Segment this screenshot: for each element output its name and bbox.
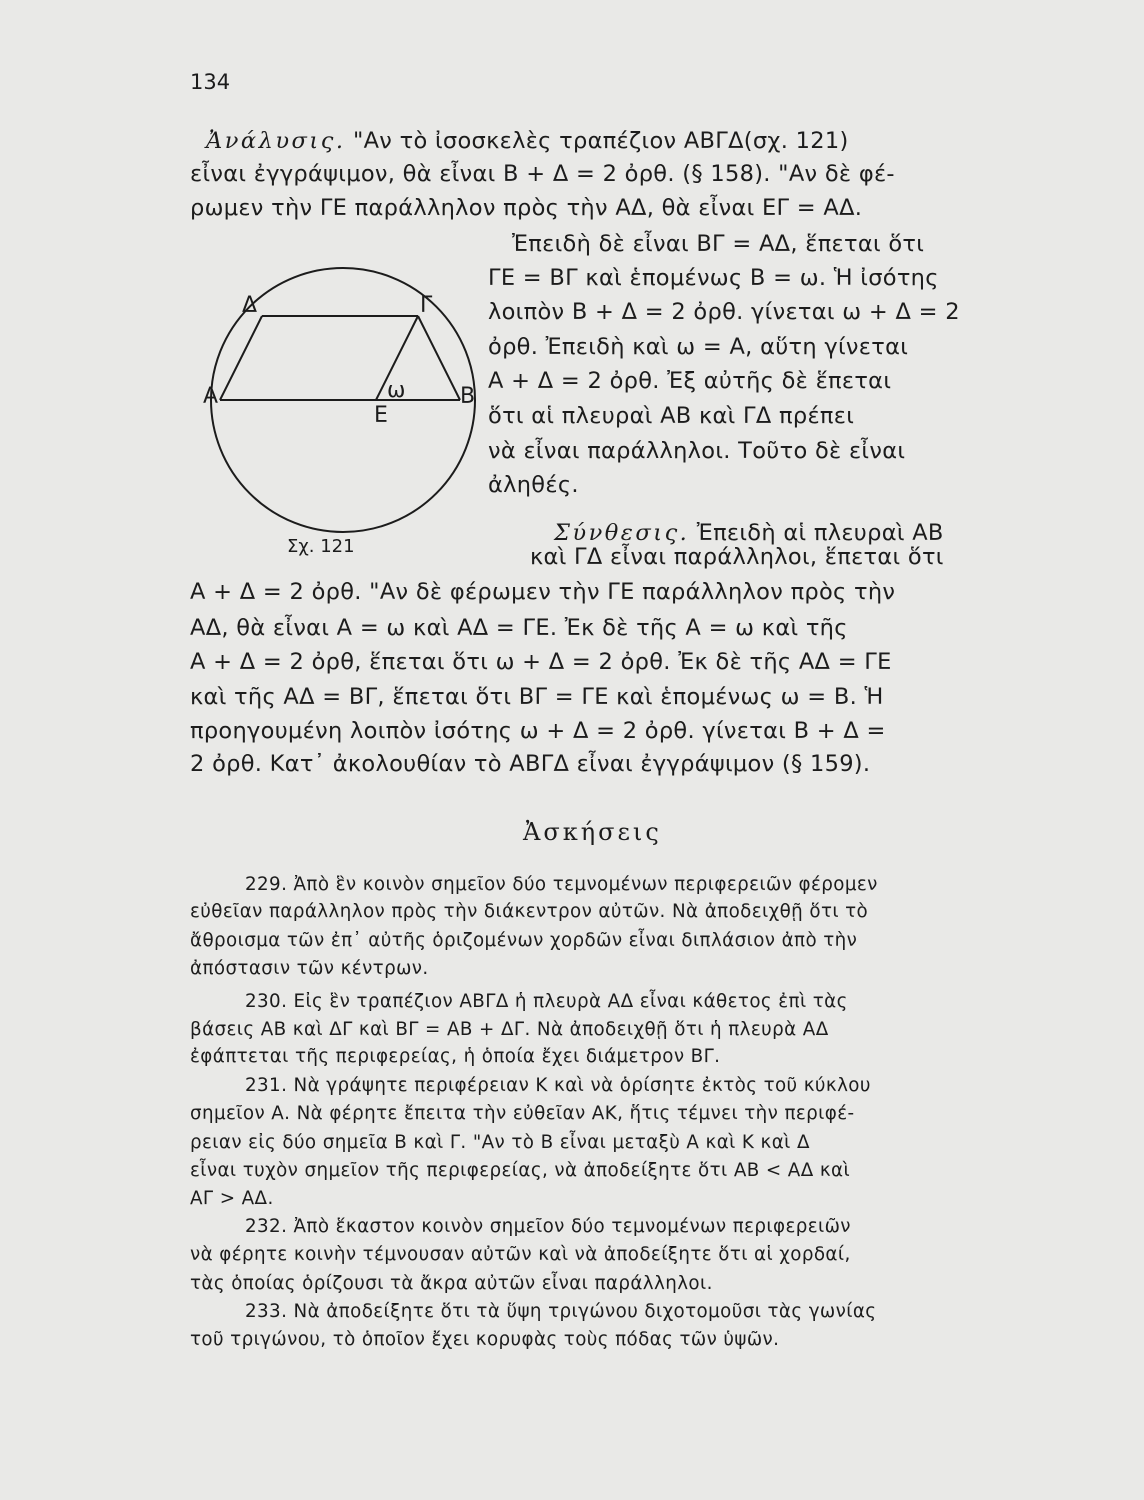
label-delta: Δ [242, 293, 258, 318]
figure-121 [180, 260, 480, 554]
exercise-line-16: 233. Νὰ ἀποδείξητε ὅτι τὰ ὕψη τριγώνου διχοτομοῦσι τὰς γωνίας [245, 1301, 877, 1322]
analysis-line-7: ὀρθ. Ἐπειδὴ καὶ ω = Α, αὕτη γίνεται [488, 334, 909, 360]
page-number: 134 [190, 70, 231, 94]
synthesis-label: Σύνθεσις. [554, 520, 690, 546]
analysis-line-6: λοιπὸν Β + Δ = 2 ὀρθ. γίνεται ω + Δ = 2 [488, 299, 960, 325]
exercise-line-17: τοῦ τριγώνου, τὸ ὁποῖον ἔχει κορυφὰς τοὺς πόδας τῶν ὑψῶν. [190, 1329, 780, 1350]
synthesis-line-8: 2 ὀρθ. Κατ᾽ ἀκολουθίαν τὸ ΑΒΓΔ εἶναι ἐγγράψιμον (§ 159). [190, 751, 871, 777]
synthesis-line-2: καὶ ΓΔ εἶναι παράλληλοι, ἕπεται ὅτι [530, 544, 944, 570]
analysis-line-11: ἀληθές. [488, 472, 579, 498]
analysis-line-9: ὅτι αἱ πλευραὶ ΑΒ καὶ ΓΔ πρέπει [488, 403, 855, 429]
exercise-line-1: 229. Ἀπὸ ἓν κοινὸν σημεῖον δύο τεμνομένων περιφερειῶν φέρομεν [245, 874, 878, 895]
exercise-line-9: σημεῖον Α. Νὰ φέρητε ἔπειτα τὴν εὐθεῖαν ΑΚ, ἥτις τέμνει τὴν περιφέ- [190, 1103, 855, 1124]
analysis-line-2: εἶναι ἐγγράψιμον, θὰ εἶναι Β + Δ = 2 ὀρθ. (§ 158). "Αν δὲ φέ- [190, 161, 895, 187]
analysis-line-4: Ἐπειδὴ δὲ εἶναι ΒΓ = ΑΔ, ἕπεται ὅτι [512, 231, 925, 257]
analysis-line-3: ρωμεν τὴν ΓΕ παράλληλον πρὸς τὴν ΑΔ, θὰ εἶναι ΕΓ = ΑΔ. [190, 195, 863, 221]
synthesis-line-3: Α + Δ = 2 ὀρθ. "Αν δὲ φέρωμεν τὴν ΓΕ παράλληλον πρὸς τὴν [190, 579, 896, 605]
exercise-line-2: εὐθεῖαν παράλληλον πρὸς τὴν διάκεντρον αὐτῶν. Νὰ ἀποδειχθῇ ὅτι τὸ [190, 901, 869, 922]
exercise-line-5: 230. Εἰς ἓν τραπέζιον ΑΒΓΔ ἡ πλευρὰ ΑΔ εἶναι κάθετος ἐπὶ τὰς [245, 991, 848, 1012]
synthesis-line-6: καὶ τῆς ΑΔ = ΒΓ, ἕπεται ὅτι ΒΓ = ΓΕ καὶ ἑπομένως ω = Β. Ἡ [190, 684, 884, 710]
synthesis-text: Ἐπειδὴ αἱ πλευραὶ ΑΒ [696, 520, 944, 546]
exercise-line-7: ἐφάπτεται τῆς περιφερείας, ἡ ὁποία ἔχει διάμετρον ΒΓ. [190, 1046, 721, 1067]
analysis-line-8: Α + Δ = 2 ὀρθ. Ἐξ αὐτῆς δὲ ἕπεται [488, 368, 892, 394]
exercise-line-6: βάσεις ΑΒ καὶ ΔΓ καὶ ΒΓ = ΑΒ + ΔΓ. Νὰ ἀποδειχθῇ ὅτι ἡ πλευρὰ ΑΔ [190, 1019, 829, 1040]
exercise-line-8: 231. Νὰ γράψητε περιφέρειαν Κ καὶ νὰ ὁρίσητε ἐκτὸς τοῦ κύκλου [245, 1075, 871, 1096]
exercise-line-4: ἀπόστασιν τῶν κέντρων. [190, 958, 429, 979]
synthesis-line-7: προηγουμένη λοιπὸν ἰσότης ω + Δ = 2 ὀρθ. γίνεται Β + Δ = [190, 718, 886, 744]
exercise-line-12: ΑΓ > ΑΔ. [190, 1188, 274, 1209]
synthesis-line-1 [554, 522, 944, 545]
exercise-line-15: τὰς ὁποίας ὁρίζουσι τὰ ἄκρα αὐτῶν εἶναι παράλληλοι. [190, 1273, 713, 1294]
label-epsilon: Ε [374, 403, 388, 428]
label-alpha: Α [203, 384, 219, 409]
exercises-heading: Ἀσκήσεις [523, 818, 662, 846]
analysis-line-1 [206, 130, 849, 153]
side-alpha-delta [220, 316, 262, 400]
analysis-line-10: νὰ εἶναι παράλληλοι. Τοῦτο δὲ εἶναι [488, 438, 906, 464]
label-beta: Β [460, 384, 476, 409]
exercise-line-3: ἄθροισμα τῶν ἐπ᾽ αὐτῆς ὁριζομένων χορδῶν εἶναι διπλάσιον ἀπὸ τὴν [190, 930, 858, 951]
exercise-line-10: ρειαν εἰς δύο σημεῖα Β καὶ Γ. "Αν τὸ Β εἶναι μεταξὺ Α καὶ Κ καὶ Δ [190, 1132, 810, 1153]
label-omega: ω [387, 378, 406, 403]
analysis-text: "Αν τὸ ἰσοσκελὲς τραπέζιον ΑΒΓΔ(σχ. 121) [352, 128, 849, 154]
exercise-line-11: εἶναι τυχὸν σημεῖον τῆς περιφερείας, νὰ ἀποδείξητε ὅτι ΑΒ < ΑΔ καὶ [190, 1160, 851, 1181]
synthesis-line-4: ΑΔ, θὰ εἶναι Α = ω καὶ ΑΔ = ΓΕ. Ἐκ δὲ τῆς Α = ω καὶ τῆς [190, 615, 848, 641]
figure-caption: Σχ. 121 [287, 536, 355, 557]
synthesis-line-5: Α + Δ = 2 ὀρθ, ἕπεται ὅτι ω + Δ = 2 ὀρθ. Ἐκ δὲ τῆς ΑΔ = ΓΕ [190, 649, 892, 675]
analysis-line-5: ΓΕ = ΒΓ καὶ ἑπομένως Β = ω. Ἡ ἰσότης [488, 265, 939, 291]
label-gamma: Γ [420, 293, 433, 318]
exercise-line-13: 232. Ἀπὸ ἕκαστον κοινὸν σημεῖον δύο τεμνομένων περιφερειῶν [245, 1216, 851, 1237]
exercise-line-14: νὰ φέρητε κοινὴν τέμνουσαν αὐτῶν καὶ νὰ ἀποδείξητε ὅτι αἱ χορδαί, [190, 1244, 851, 1265]
circle-trapezium-diagram [180, 260, 480, 550]
analysis-label: Ἀνάλυσις. [206, 128, 346, 154]
